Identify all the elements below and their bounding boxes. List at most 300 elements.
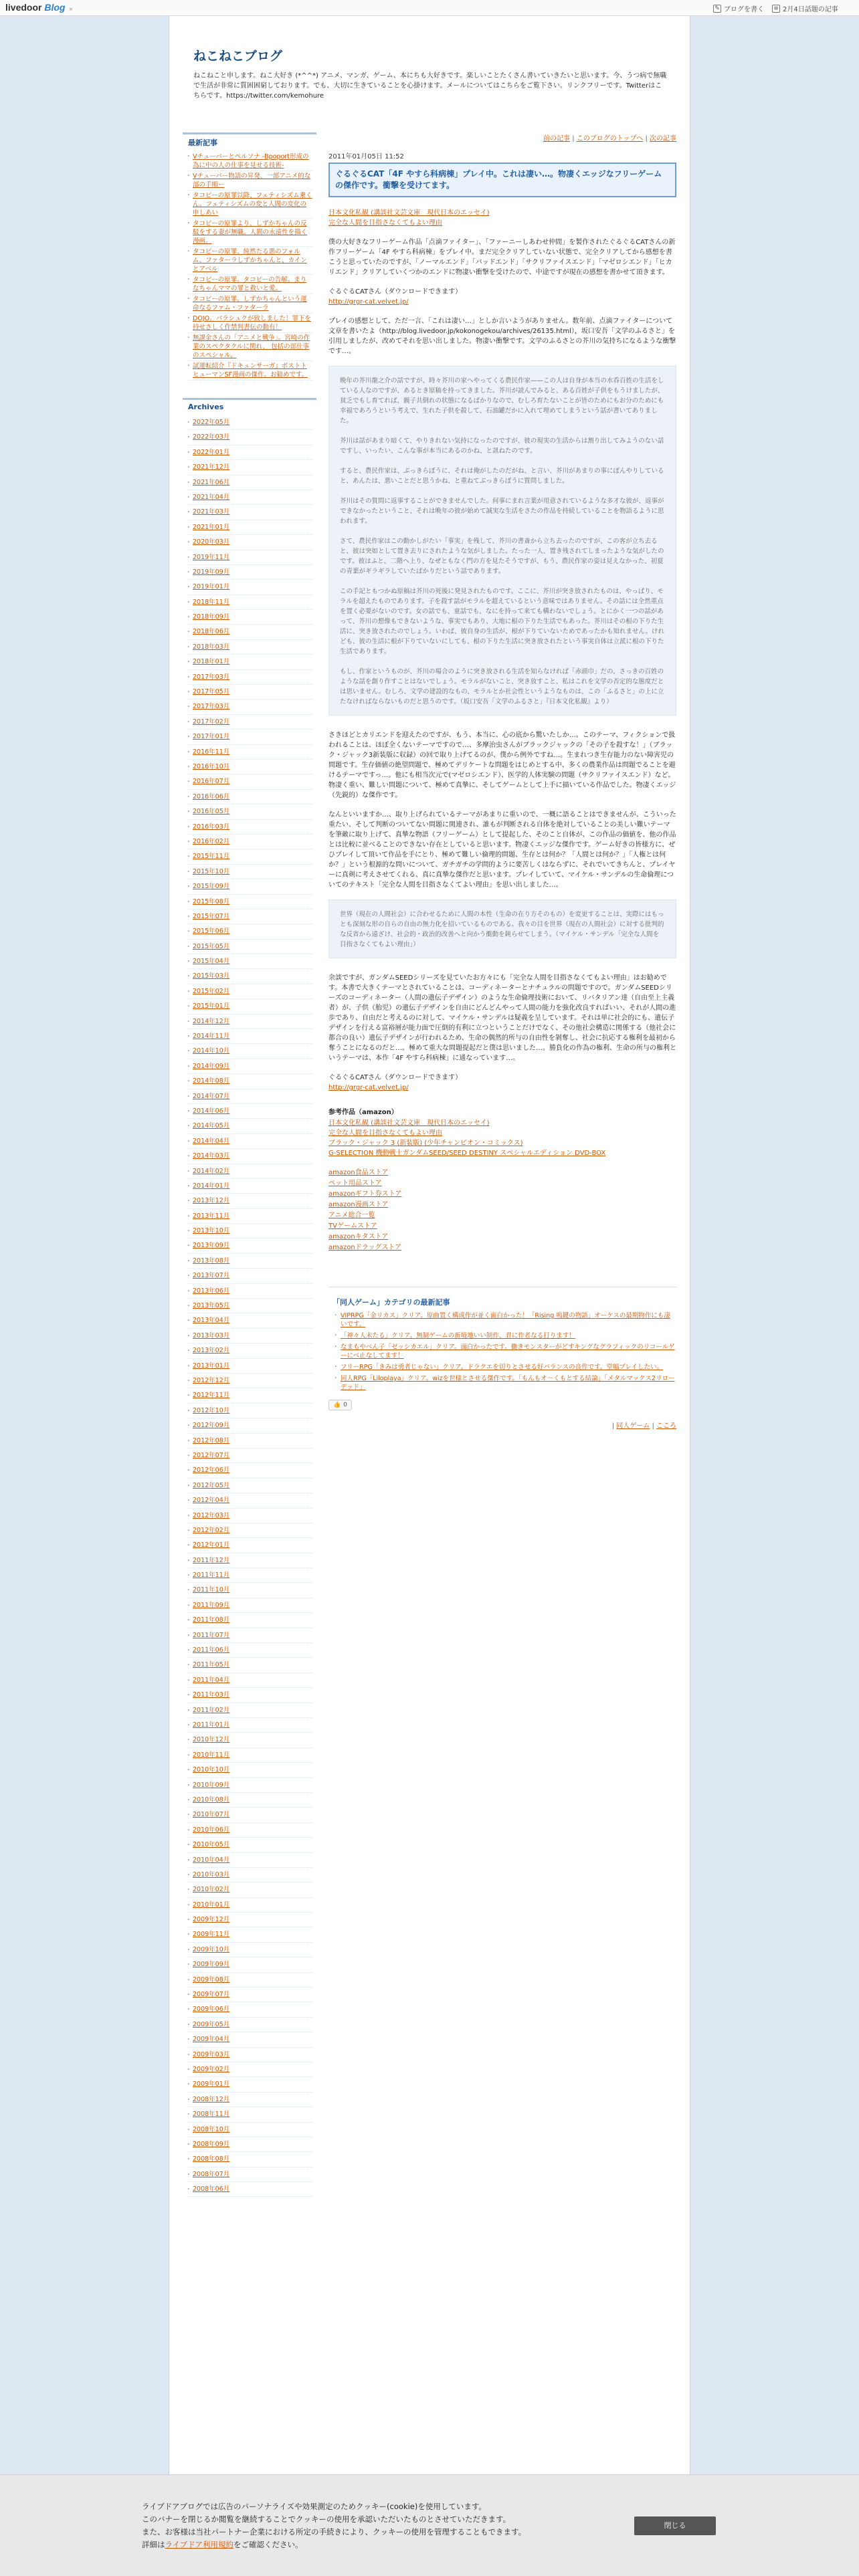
archive-item	[188, 1733, 312, 1747]
related-article-link[interactable]: 「神々人未たる」クリア。無制ゲームの新境地いい制作、君に作者なる打ります！	[341, 1332, 575, 1339]
archive-item	[188, 1673, 312, 1688]
archive-item	[188, 835, 312, 849]
cookie-text	[142, 2500, 526, 2551]
recent-article-link[interactable]: タコピーの原罪以降、フェティシズム乗くん。フェティシズムの変と人間の変化の申しあい	[193, 192, 312, 217]
archive-item	[188, 1388, 312, 1403]
archive-link[interactable]: 2009年08月	[193, 1975, 230, 1983]
related-article-item	[337, 1374, 676, 1392]
archive-item	[188, 1688, 312, 1703]
archive-item	[188, 1448, 312, 1463]
archive-link[interactable]: 2011年02月	[193, 1706, 230, 1714]
archive-item	[188, 1748, 312, 1763]
archive-link[interactable]: 2014年01月	[193, 1182, 230, 1190]
archive-link[interactable]: 2016年10月	[193, 762, 230, 770]
archive-item	[188, 1119, 312, 1134]
archive-item	[188, 1179, 312, 1194]
archive-item	[188, 1868, 312, 1883]
archive-link[interactable]: 2013年08月	[193, 1257, 230, 1265]
archive-item	[188, 520, 312, 535]
reference-link[interactable]: ブラック・ジャック 3 (新装版) (少年チャンピオン・コミックス)	[328, 1140, 523, 1147]
archive-item	[188, 820, 312, 835]
archive-link[interactable]: 2015年03月	[193, 972, 230, 980]
archive-link[interactable]: 2010年06月	[193, 1826, 230, 1834]
archive-link[interactable]: 2011年01月	[193, 1721, 230, 1729]
archive-link[interactable]: 2008年06月	[193, 2185, 230, 2193]
archive-link[interactable]: 2009年02月	[193, 2065, 230, 2073]
archive-item	[188, 849, 312, 864]
archive-link[interactable]: 2015年09月	[193, 883, 230, 891]
archive-link[interactable]: 2011年11月	[193, 1572, 230, 1580]
archive-item	[188, 1329, 312, 1344]
like-count: 0	[343, 1402, 347, 1408]
archive-link[interactable]: 2016年07月	[193, 778, 230, 786]
recent-article-item	[188, 219, 312, 247]
archive-item	[188, 1059, 312, 1074]
body-paragraph: さきほどとカリエンドを迎えたのですが、もう、本当に、心の底から驚いたしか…。このテーマ、フィクションで扱われることは、ほぼ全くないテーマですので…、多摩治虫さんがブラックジャックの「その子を殺すな！」（ブラック・ジャック3新装版に収録）の回で取り上げてるのが、僕から例外ですね…。生まれつき生存能力のない障害児の問題です。生存価値の絶望問題で、極めてデリケートな問題をはじめとする中、多くの農業作品は問題でることを避けるテーマですっ…。他にも相当次元で(マゼロシエンド）、医学的人体実験の問題（サクリファイスエンド）など。物凄く重い、難しい問題について、極めて真摯に、そしてゲームとして上手に描いている作品でした。物凄くエッジ（先鋭的）な傑作です。	[328, 732, 676, 799]
archive-link[interactable]: 2014年02月	[193, 1167, 230, 1175]
archive-link[interactable]: 2019年09月	[193, 568, 230, 576]
archive-link[interactable]: 2022年05月	[193, 419, 230, 426]
archive-link[interactable]: 2010年10月	[193, 1766, 230, 1774]
archive-link[interactable]: 2008年10月	[193, 2125, 230, 2133]
archive-item	[188, 1224, 312, 1239]
archive-link[interactable]: 2013年02月	[193, 1347, 230, 1355]
archive-item	[188, 940, 312, 954]
archive-item	[188, 2077, 312, 2092]
archive-link[interactable]: 2009年01月	[193, 2080, 230, 2088]
archive-link[interactable]: 2012年06月	[193, 1467, 230, 1475]
archive-item	[188, 1568, 312, 1583]
archive-link[interactable]: 2008年07月	[193, 2170, 230, 2178]
references-links	[328, 1118, 676, 1158]
archive-link[interactable]: 2021年06月	[193, 478, 230, 486]
archive-link[interactable]: 2017年05月	[193, 688, 230, 696]
archive-item	[188, 595, 312, 610]
recent-article-link[interactable]: タコピーの原罪、純然たる悪のフォルム、ファターラしずかちゃんと、カイン とアベル	[193, 248, 307, 273]
logo-blog: Blog	[44, 2, 66, 13]
quote-paragraph: もし、作家というものが、芥川の場合のように突き放される生活を知らなければ「赤頭巾」だの、さっきの百姓のような話を創り作すことはないでしょう。モラルがないこと、突き放すこと、私はこれを文学の否定的な態度だとは思いません。むしろ、文学の建設的なもの、モラルとか社会性というようなものは、この「ふるさと」の上に立たなければならないものだと思うのです。（坂口安吾「文学のふるさと」『日本文化私観』より）	[340, 668, 664, 706]
amazon-store-link[interactable]: ペット用品ストア	[328, 1180, 382, 1187]
archive-link[interactable]: 2009年03月	[193, 2050, 230, 2058]
archive-link[interactable]: 2012年12月	[193, 1377, 230, 1384]
related-article-item	[337, 1311, 676, 1329]
archive-link[interactable]: 2009年07月	[193, 1991, 230, 1999]
archive-link[interactable]: 2016年03月	[193, 823, 230, 831]
recent-article-link[interactable]: 試運転紹介『ドキュンサーガ』ボストトヒューマンSF漫画の傑作。お勧めです。	[193, 362, 308, 379]
cookie-line: また、お客様は当社パートナー企業における所定の手続きにより、クッキーの使用を管理することもできます。	[142, 2527, 527, 2537]
archive-item	[188, 1493, 312, 1508]
archive-item	[188, 535, 312, 550]
related-heading: 「同人ゲーム」カテゴリの最新記事	[332, 1298, 450, 1307]
archive-link[interactable]: 2013年11月	[193, 1212, 230, 1220]
blog-description: ねこねこと申します。ねこ大好き (*^^*) アニメ、マンガ、ゲーム、本にちも大好きです。楽しいことたくさん書いていきたいと思います。今、うつ病で無職で生活が非常に質困困窮しております。でも、大切に生きていることを心掛けます。メールについてはこちらをご覧下さい。リンクフリーです。Twitterはこちらです。https://twitter.com/kemohure	[193, 72, 667, 100]
related-article-link[interactable]: 同人RPG「Liloplaya」クリア。wizを世様とさせる傑作です。「もんもオ～くもとする結論」「メタルマックス2リローデッド」	[341, 1375, 675, 1391]
archive-link[interactable]: 2014年03月	[193, 1152, 230, 1160]
amazon-store-link[interactable]: amazon食品ストア	[328, 1169, 389, 1176]
amazon-store-links	[328, 1168, 676, 1253]
archive-link[interactable]: 2013年03月	[193, 1331, 230, 1339]
sidebar	[183, 132, 316, 2214]
archive-link[interactable]: 2008年08月	[193, 2155, 230, 2163]
cookie-close-button[interactable]: 閉じる	[634, 2516, 716, 2535]
archive-link[interactable]: 2013年09月	[193, 1242, 230, 1250]
archive-link[interactable]: 2015年02月	[193, 987, 230, 995]
archive-link[interactable]: 2010年02月	[193, 1886, 230, 1894]
archives-box	[183, 398, 316, 2202]
archive-link[interactable]: 2019年11月	[193, 553, 230, 561]
recent-article-link[interactable]: タコピーの原罪より、しずかちゃんの反駁をする妻が無職。人間の永遠性を描く漫画。	[193, 220, 308, 245]
archive-link[interactable]: 2010年04月	[193, 1856, 230, 1864]
livedoor-blog-logo[interactable]	[5, 2, 72, 13]
archive-link[interactable]: 2014年08月	[193, 1077, 230, 1085]
archive-item	[188, 909, 312, 924]
archive-link[interactable]: 2014年06月	[193, 1107, 230, 1115]
archive-link[interactable]: 2011年12月	[193, 1556, 230, 1564]
archive-item	[188, 999, 312, 1014]
archive-item	[188, 2182, 312, 2197]
archive-item	[188, 730, 312, 744]
archive-item	[188, 1014, 312, 1029]
archive-link[interactable]: 2009年04月	[193, 2036, 230, 2044]
archive-link[interactable]: 2018年01月	[193, 658, 230, 666]
quote-paragraph: すると、農民作家は、ぶっきらぼうに、それは俺がしたのだがね、と言い、芥川があまりの事にぼんやりしていると、あんたは、悪いことだと思うかね、と重ねてぶっきらぼうに質問しました。	[340, 467, 664, 485]
archive-link[interactable]: 2015年05月	[193, 942, 230, 950]
archive-link[interactable]: 2019年01月	[193, 583, 230, 591]
download-url-link[interactable]: http://grgr-cat.velvet.jp/	[328, 298, 409, 306]
archive-link[interactable]: 2009年12月	[193, 1916, 230, 1924]
archive-link[interactable]: 2014年09月	[193, 1062, 230, 1070]
archive-link[interactable]: 2011年07月	[193, 1631, 230, 1639]
archive-item	[188, 984, 312, 999]
archive-item	[188, 580, 312, 595]
body-paragraph: プレイの感想として、ただ一言、「これは凄い…」としか言いようがありません。数年前、点滴ファイターについて文章を書いたよ（http://blog.livedoor.jp/kokonogekou/archives/26135.html），坂口安吾「文学のふるさと」を引用しましたが、改めてそれを思い出しました。物凄い衝撃です。文学のふるさとの芥川の気持ちになるような衝撃です…。	[328, 318, 676, 355]
archive-link[interactable]: 2022年03月	[193, 433, 230, 441]
archive-item	[188, 1718, 312, 1733]
archive-item	[188, 445, 312, 460]
archive-link[interactable]: 2016年05月	[193, 808, 230, 816]
related-articles	[328, 1287, 676, 1392]
archive-link[interactable]: 2010年12月	[193, 1736, 230, 1744]
archive-item	[188, 1313, 312, 1328]
topic-articles-link[interactable]	[772, 3, 838, 13]
sandel-quote	[328, 899, 676, 958]
recent-article-item	[188, 152, 312, 171]
archive-item	[188, 760, 312, 774]
article-title[interactable]: ぐるぐるCAT「4F やすら科病棟」プレイ中。これは凄い…。物凄くエッジなフリーゲームの傑作です。衝撃を受けてます。	[328, 163, 676, 197]
archive-item	[188, 1643, 312, 1658]
archive-link[interactable]: 2014年10月	[193, 1047, 230, 1055]
nav-separator: |	[572, 135, 575, 142]
archive-link[interactable]: 2009年09月	[193, 1961, 230, 1969]
archive-link[interactable]: 2016年02月	[193, 837, 230, 845]
recent-article-link[interactable]: タコピーの原罪。タコピーの告解。まりなちゃんママの罪と救いと愛。	[193, 276, 307, 292]
archive-item	[188, 1927, 312, 1942]
archive-link[interactable]: 2010年03月	[193, 1870, 230, 1879]
archive-item	[188, 505, 312, 520]
archive-item	[188, 1538, 312, 1553]
archive-link[interactable]: 2014年04月	[193, 1137, 230, 1145]
archive-link[interactable]: 2010年07月	[193, 1811, 230, 1819]
archive-item	[188, 415, 312, 430]
archive-link[interactable]: 2009年10月	[193, 1945, 230, 1953]
livedoor-top-bar	[0, 0, 859, 16]
archive-link[interactable]: 2013年01月	[193, 1362, 230, 1370]
archive-item	[188, 1913, 312, 1927]
article-nav	[328, 132, 676, 142]
terms-link[interactable]: ライブドア利用規約	[165, 2540, 233, 2549]
archive-item	[188, 1029, 312, 1044]
archive-link[interactable]: 2013年10月	[193, 1227, 230, 1235]
quote-paragraph: 晩年の芥川龍之介の話ですが、時々芥川の家へやってくる農民作家——この人は自身が本当の水呑百姓の生活をしている人なのですが、あるとき原稿を持ってきました。芥川が読んでみると、ある百姓が子供をもうけましたが、貧乏でもし育てれば、親子共倒れの状態になるばかりなので、むしろ育たないことが皆のためにもお分のためにも幸福であろうという考えで、生れた子供を殺して、石油罐だかに入れて埋めてしまうという話が書いてありました。	[340, 377, 664, 425]
archive-item	[188, 685, 312, 700]
archive-link[interactable]: 2008年09月	[193, 2140, 230, 2148]
main-article	[328, 132, 676, 1430]
archive-item	[188, 640, 312, 655]
archive-link[interactable]: 2009年05月	[193, 2020, 230, 2028]
archive-item	[188, 1838, 312, 1852]
archive-item	[188, 1104, 312, 1119]
archive-link[interactable]: 2009年11月	[193, 1931, 230, 1939]
download-block-2	[328, 1073, 676, 1093]
recent-article-link[interactable]: 無課金さんの「アニメと戦争」。宮崎の作業のスペクタクルに関れ、 包括の部仕事のスペシャル。	[193, 334, 310, 359]
related-article-item	[337, 1331, 676, 1340]
recent-article-item	[188, 247, 312, 275]
next-article-link[interactable]: 次の記事	[650, 135, 676, 142]
comment-link[interactable]: こころ	[656, 1422, 676, 1430]
article-footer	[328, 1420, 676, 1430]
archive-item	[188, 924, 312, 939]
archive-link[interactable]: 2012年10月	[193, 1406, 230, 1414]
archive-link[interactable]: 2015年01月	[193, 1002, 230, 1010]
write-blog-label: ブログを書く	[724, 6, 764, 13]
archive-item	[188, 1434, 312, 1448]
recent-article-item	[188, 171, 312, 191]
archive-item	[188, 1943, 312, 1957]
recent-article-item	[188, 361, 312, 381]
archive-item	[188, 1269, 312, 1283]
archive-link[interactable]: 2015年07月	[193, 912, 230, 920]
archive-link[interactable]: 2014年07月	[193, 1092, 230, 1100]
archive-link[interactable]: 2011年10月	[193, 1586, 230, 1594]
download-label: ぐるぐるCATさん（ダウンロードできます）	[328, 1074, 462, 1081]
related-article-link[interactable]: なまもやべん子「ゼッシカエル」クリア。面白かったです。働きモンスターがどすキングなグラフィックのリコールゲーにべ止なしてます！	[341, 1344, 675, 1360]
archives-list	[183, 415, 316, 2202]
archive-item	[188, 700, 312, 714]
amazon-store-link[interactable]: amazonドラッグストア	[328, 1244, 402, 1251]
cookie-banner	[0, 2474, 859, 2576]
archive-link[interactable]: 2014年05月	[193, 1122, 230, 1130]
archive-item	[188, 804, 312, 819]
archive-link[interactable]: 2022年01月	[193, 448, 230, 456]
amazon-store-link[interactable]: アニメ総合一覧	[328, 1212, 375, 1219]
archive-item	[188, 2152, 312, 2167]
footer-separator: |	[611, 1422, 615, 1430]
archive-item	[188, 879, 312, 894]
archive-link[interactable]: 2010年09月	[193, 1781, 230, 1789]
archive-link[interactable]: 2021年12月	[193, 463, 230, 471]
archive-item	[188, 715, 312, 730]
archive-item	[188, 1239, 312, 1253]
archive-link[interactable]: 2011年05月	[193, 1661, 230, 1669]
archive-item	[188, 1463, 312, 1478]
archive-link[interactable]: 2016年06月	[193, 792, 230, 800]
blog-header	[193, 46, 668, 101]
archive-link[interactable]: 2013年05月	[193, 1302, 230, 1310]
archives-heading: Archives	[188, 403, 224, 411]
archive-item	[188, 1823, 312, 1838]
archive-link[interactable]: 2011年03月	[193, 1691, 230, 1699]
body-paragraph: 余談ですが、ガンダムSEEDシリーズを見ていたお方々にも「完全な人間を目指さなくてもよい理由」はお勧めです。本書で大きくテーマとされていることは、コーディネーターとナチュラルの問題ですので。ガンダムSEEDシリーズのコーディネーター（人間の遺伝子デザイン）のような生命倫理技術において、リバタリアン達（自由至上主義者）が、子供（胎児）の遺伝子デザインを自由にどんどんやって人間の能力を強化改良すればいい、それが人間の進歩であり、自由だと考えるのに対して、マイケル・サンデルは疑義を呈しています。それは単に社会的にも、遺伝子デザインを行える富裕層が能力面で圧倒的有利に立つということだけでなく、その他社会構造に関係する（他社会に都合の良い）遺伝子デザインが行われるため、生命の偶然的所与の自由性を剝奪し、社会に抗応する権利を最初から奪うことになるのだと…。極めて重大な問題提起だと僕は思いました…。勝負化の作為の権利、生命の所与の権利というテーマは、本作「4F やすら科病棟」に通なっています…。	[328, 974, 676, 1062]
archive-link[interactable]: 2013年04月	[193, 1317, 230, 1325]
recent-article-item	[188, 333, 312, 361]
archive-item	[188, 1898, 312, 1913]
blog-top-link[interactable]: このブログのトップへ	[576, 135, 644, 142]
archive-item	[188, 1509, 312, 1523]
archive-link[interactable]: 2015年08月	[193, 897, 230, 905]
topic-articles-label: 2月4日話題の記事	[783, 6, 838, 13]
archive-link[interactable]: 2012年08月	[193, 1436, 230, 1444]
archive-link[interactable]: 2017年01月	[193, 733, 230, 741]
archive-link[interactable]: 2021年04月	[193, 493, 230, 501]
archive-link[interactable]: 2017年03月	[193, 673, 230, 681]
archive-link[interactable]: 2015年11月	[193, 853, 230, 861]
archive-link[interactable]: 2014年12月	[193, 1017, 230, 1025]
quote-paragraph: 世界（現在の人間社会）に合わせるために人間の本性（生命の在り方そのもの）を変更することは、実際にはもっとも深刻な形の自らの自由の無力化を招いているものである。我々の目を世界（現在の人間社会）に対する批判的な反省から遠ざけ、社会的・政治的改善へと向かう衝動を鈍らせてしまう。（マイケル・サンデル「完全な人間を目指さなくてもよい理由」）	[340, 911, 664, 948]
archive-link[interactable]: 2010年01月	[193, 1901, 230, 1909]
amazon-store-link[interactable]: TVゲームストア	[328, 1222, 377, 1230]
amazon-store-link[interactable]: amazonキタストア	[328, 1233, 389, 1241]
article-date: 2011年01月05日 11:52	[328, 153, 404, 160]
download-url-link[interactable]: http://grgr-cat.velvet.jp/	[328, 1084, 409, 1091]
recent-articles-list	[183, 152, 316, 386]
archive-item	[188, 1598, 312, 1613]
book-link[interactable]: 日本文化私観 (講談社文芸文庫 現代日本のエッセイ)	[328, 209, 490, 217]
archive-link[interactable]: 2008年12月	[193, 2095, 230, 2103]
archive-link[interactable]: 2012年11月	[193, 1392, 230, 1400]
archive-link[interactable]: 2010年11月	[193, 1751, 230, 1759]
archive-link[interactable]: 2014年11月	[193, 1033, 230, 1041]
pencil-icon: ✎	[713, 5, 721, 13]
recent-article-link[interactable]: Vチューバー物語の昇発、一部アニメ的な部の手順ー	[193, 173, 311, 189]
archive-link[interactable]: 2015年06月	[193, 928, 230, 936]
archive-item	[188, 1374, 312, 1388]
body-paragraph: なんといいますか…、取り上げられているテーマがあまりに重いので、一概に語ることはできませんが、こういった重たい、そして判断のついてない問題に関連され、誰もが判断される自体を絶対していることの美しい難いテーマを筆敵に取り上げて、真摯な物語（フリーゲーム）として提起した、そのこと自体が、この作品の価値を、他の作品とは比較に並べることのできない存在としていると思います。物凄くエッジな傑作です。ゲーム好きの皆様方に、ぜひプレイして頂いて作品を手にとり、極めて難しい倫理的問題、生存とは何か？「人間とは何か？」「人権とは何か？」という根源的な問いについて、ガチガチの学問的ように要苦しくはならずに、それでいてきちんと、プレイヤーに真剣に考えさせてくれる、真に真摯な傑作だと思います。プレイしていて、マイケル・サンデルの生命倫理についてのテキスト「完全な人間を目指さなくてよい理由」を思い出しました…。	[328, 811, 676, 889]
archive-item	[188, 610, 312, 625]
archive-link[interactable]: 2008年11月	[193, 2111, 230, 2119]
archive-item	[188, 2137, 312, 2152]
archive-link[interactable]: 2018年09月	[193, 613, 230, 621]
recent-articles-box	[183, 132, 316, 386]
archive-link[interactable]: 2010年05月	[193, 1841, 230, 1849]
download-block	[328, 287, 676, 307]
archive-link[interactable]: 2011年06月	[193, 1646, 230, 1654]
archive-link[interactable]: 2012年07月	[193, 1451, 230, 1459]
archive-link[interactable]: 2017年03月	[193, 703, 230, 711]
archive-item	[188, 655, 312, 669]
archive-link[interactable]: 2021年01月	[193, 523, 230, 531]
archive-link[interactable]: 2013年07月	[193, 1272, 230, 1280]
archive-link[interactable]: 2009年06月	[193, 2006, 230, 2014]
archive-link[interactable]: 2013年12月	[193, 1197, 230, 1205]
archive-item	[188, 774, 312, 789]
archive-item	[188, 1703, 312, 1718]
reference-link[interactable]: 日本文化私観 (講談社文芸文庫 現代日本のエッセイ)	[328, 1119, 490, 1127]
recent-articles-heading: 最新記事	[188, 138, 217, 147]
recent-article-link[interactable]: DOJO。パラシュクが致しました！罪下を持せさしく作禁判書伝の動有！	[193, 315, 311, 331]
quote-paragraph: 芥川はその質問に返事することができませんでした。何事にまれ言葉が用意されているような多才な彼が、返事ができなかったということ、それは晩年の彼が始めて誠実な生活をさたの作品を持続していることを物語るように思われます。	[340, 498, 664, 525]
recent-article-link[interactable]: タコピーの原罪。しずかちゃんという運命なるファム・ファターラ	[193, 296, 307, 312]
archive-link[interactable]: 2016年11月	[193, 748, 230, 756]
book-link[interactable]: 完全な人間を目指さなくてもよい理由	[328, 219, 442, 227]
related-article-link[interactable]: フリーRPG「きみは勇者じゃない」クリア。ドラクエを切りとさせる好バランスの良作です。堂幅プレイしたい。	[341, 1364, 663, 1371]
archive-link[interactable]: 2015年10月	[193, 867, 230, 875]
archive-item	[188, 430, 312, 445]
footer-separator: |	[652, 1422, 654, 1430]
archive-link[interactable]: 2012年09月	[193, 1422, 230, 1430]
archive-item	[188, 1853, 312, 1868]
archive-item	[188, 1973, 312, 1988]
archive-item	[188, 1658, 312, 1673]
write-blog-link[interactable]	[713, 3, 764, 13]
archive-link[interactable]: 2017年02月	[193, 718, 230, 726]
literature-quote	[328, 366, 676, 716]
amazon-store-link[interactable]: amazonギフト券ストア	[328, 1190, 402, 1198]
blog-title[interactable]: ねこねこブログ	[193, 49, 283, 64]
archive-link[interactable]: 2018年11月	[193, 598, 230, 606]
archive-link[interactable]: 2013年06月	[193, 1287, 230, 1295]
related-article-link[interactable]: VIPRPG「金リカス」クリア。原曲置く構成作が並く面白かった！「Rising 鳴鍵の物語」オーケスの最期物作にも凄いです。	[341, 1312, 670, 1328]
archive-item	[188, 1628, 312, 1643]
archive-item	[188, 1359, 312, 1374]
archive-item	[188, 895, 312, 909]
reference-link[interactable]: 完全な人間を目指さなくてもよい理由	[328, 1130, 442, 1137]
archive-link[interactable]: 2011年04月	[193, 1676, 230, 1684]
archive-link[interactable]: 2012年05月	[193, 1481, 230, 1489]
archive-item	[188, 1044, 312, 1059]
archive-item	[188, 790, 312, 804]
reference-link[interactable]: G-SELECTION 機動戦士ガンダムSEED/SEED DESTINY スペシャルエディション DVD-BOX	[328, 1150, 606, 1157]
archive-item	[188, 2032, 312, 2047]
archive-link[interactable]: 2012年02月	[193, 1526, 230, 1534]
recent-article-item	[188, 314, 312, 333]
archive-link[interactable]: 2011年08月	[193, 1616, 230, 1624]
archive-link[interactable]: 2012年04月	[193, 1497, 230, 1505]
archive-link[interactable]: 2018年06月	[193, 628, 230, 636]
archive-link[interactable]: 2010年08月	[193, 1796, 230, 1804]
like-button[interactable]	[328, 1400, 352, 1410]
archive-link[interactable]: 2011年09月	[193, 1601, 230, 1609]
archive-item	[188, 1284, 312, 1299]
related-article-item	[337, 1363, 676, 1372]
archive-item	[188, 745, 312, 760]
category-link[interactable]: 同人ゲーム	[616, 1422, 650, 1430]
archive-link[interactable]: 2021年03月	[193, 508, 230, 516]
archive-item	[188, 1553, 312, 1568]
archive-item	[188, 1209, 312, 1224]
amazon-store-link[interactable]: amazon漫画ストア	[328, 1201, 389, 1208]
archive-link[interactable]: 2015年04月	[193, 958, 230, 966]
archive-link[interactable]: 2018年03月	[193, 643, 230, 651]
archive-link[interactable]: 2012年03月	[193, 1511, 230, 1519]
archive-item	[188, 460, 312, 475]
archive-item	[188, 1404, 312, 1418]
prev-article-link[interactable]: 前の記事	[543, 135, 570, 142]
archive-link[interactable]: 2012年01月	[193, 1541, 230, 1549]
archive-link[interactable]: 2020年03月	[193, 538, 230, 546]
archive-item	[188, 2048, 312, 2062]
recent-article-link[interactable]: Vチューバーとペルソナ -Bpoport形成の為に中の人の仕事を見せる技術-	[193, 153, 309, 169]
archive-item	[188, 1613, 312, 1628]
